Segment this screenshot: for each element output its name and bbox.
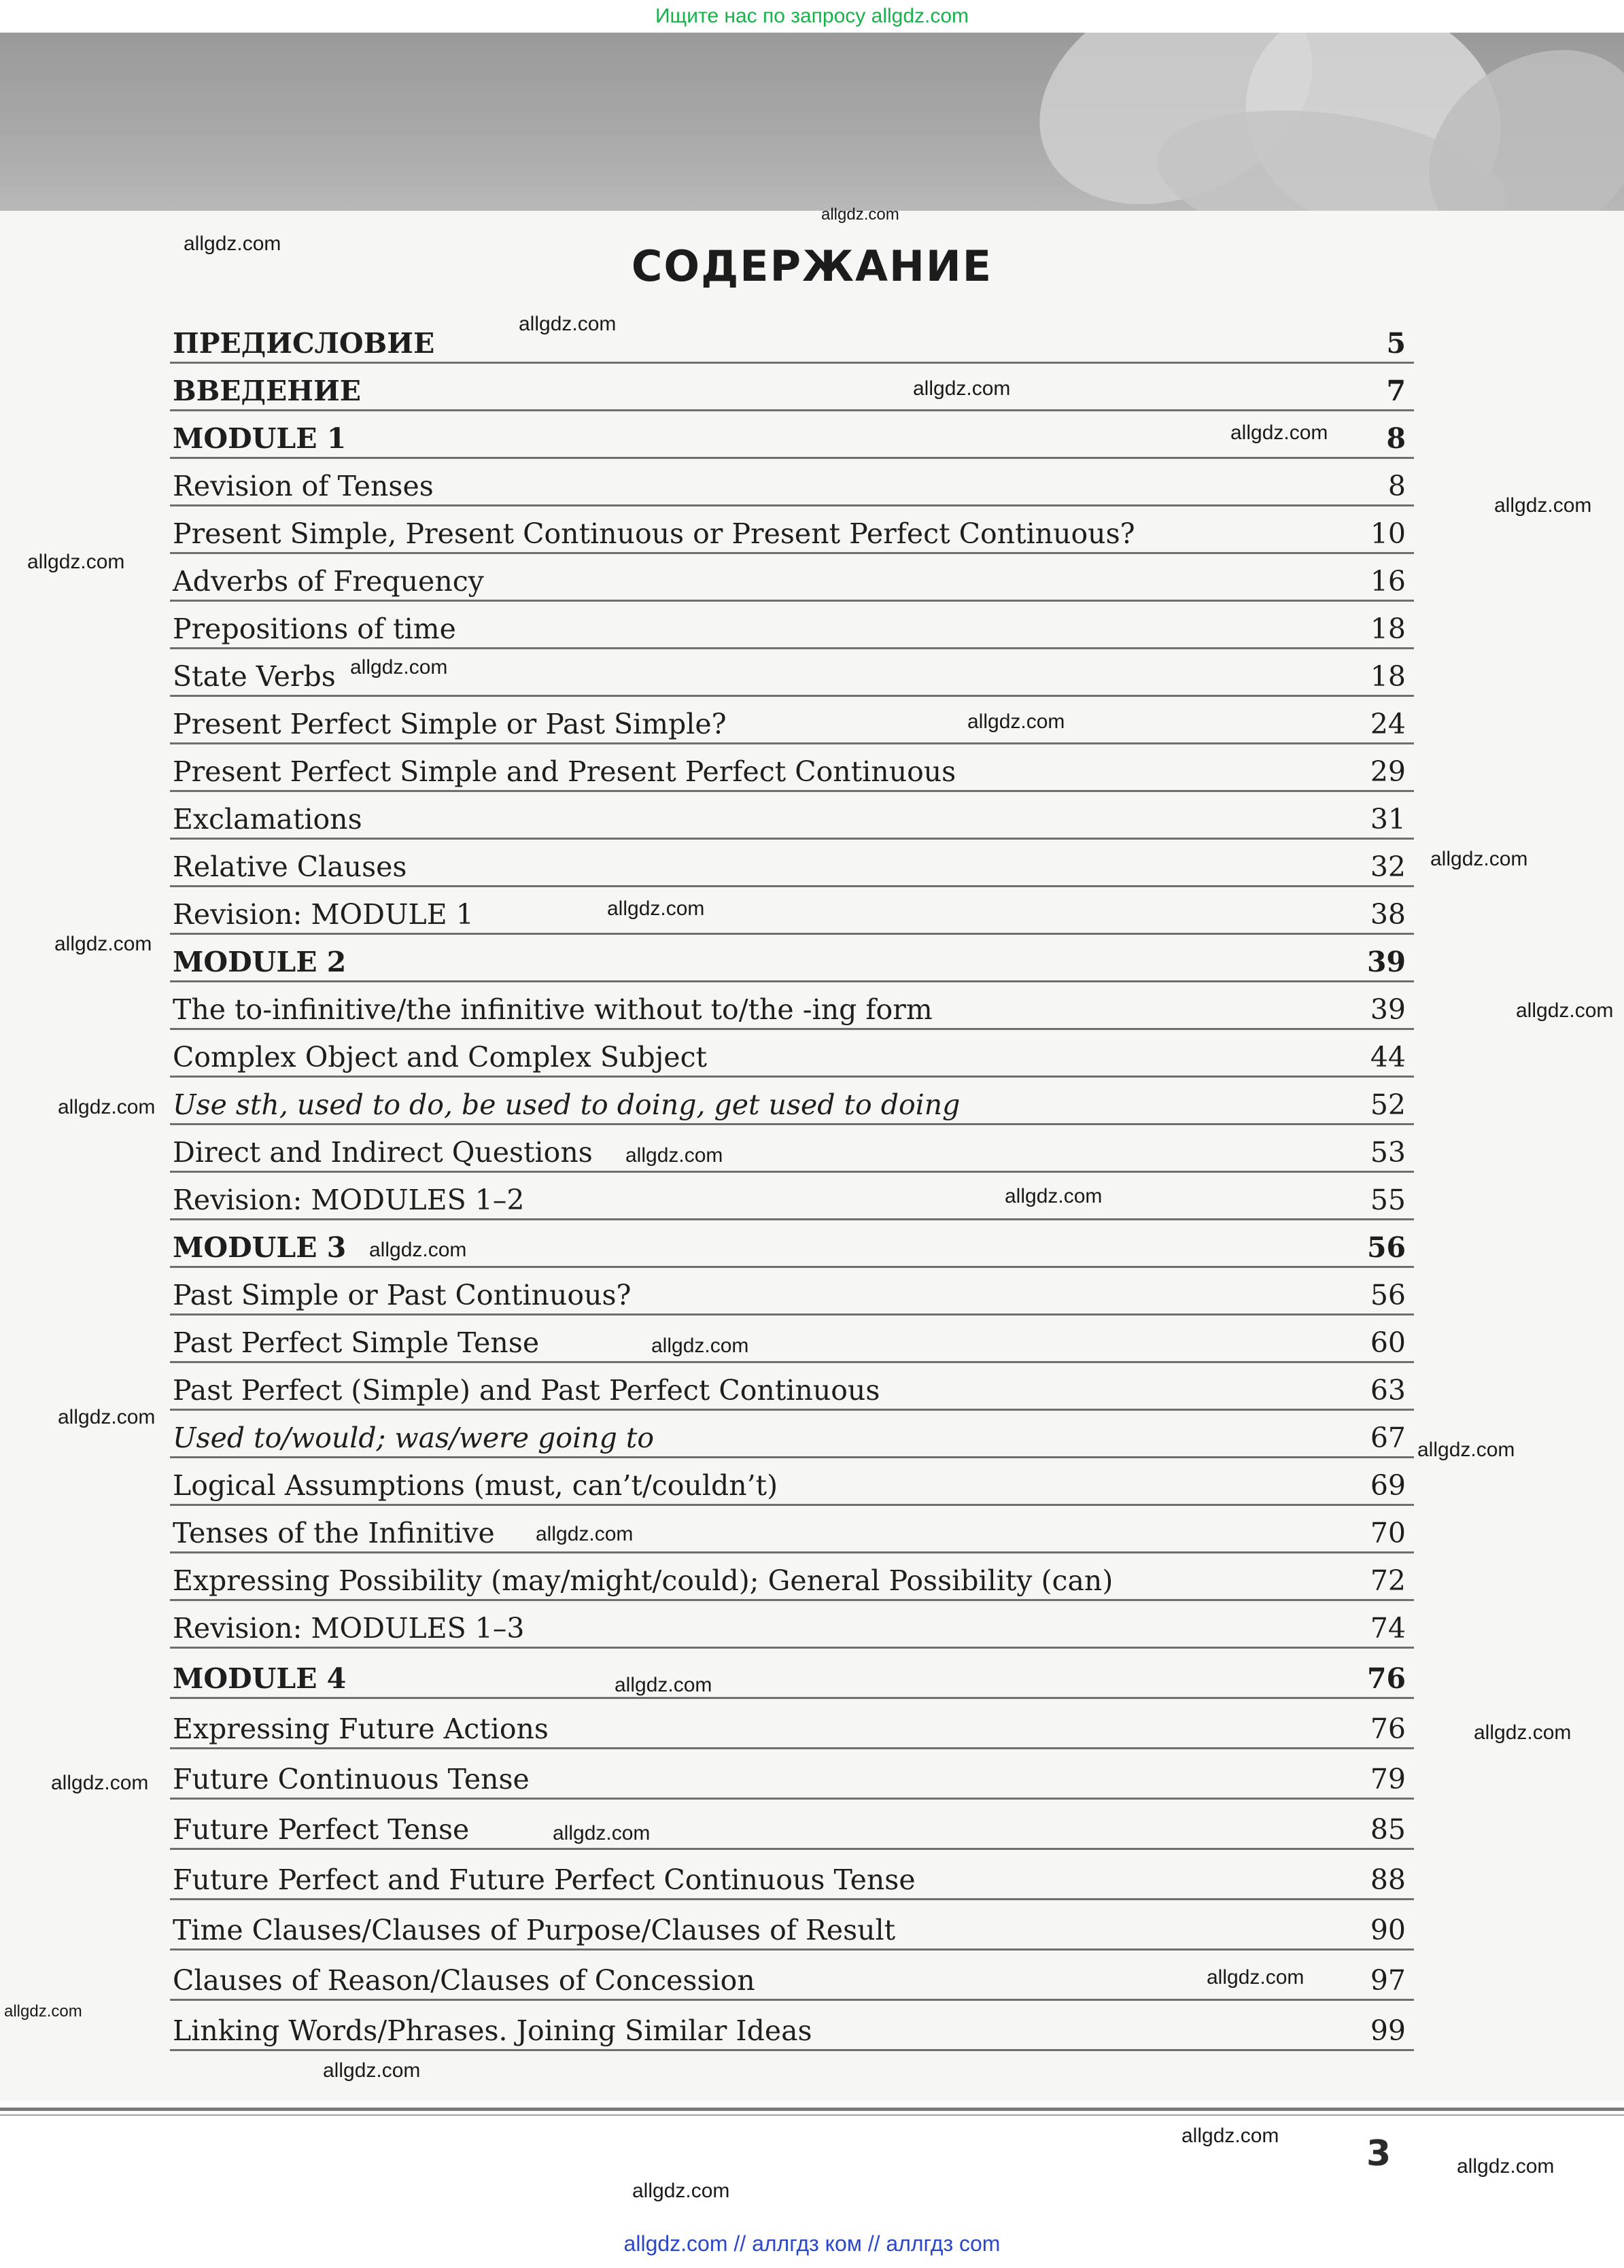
watermark-text: allgdz.com (54, 933, 152, 955)
toc-title: MODULE 3 (173, 1231, 347, 1264)
toc-page-number: 16 (1370, 565, 1406, 598)
watermark-text: allgdz.com (184, 233, 281, 255)
watermark-text: allgdz.com (4, 2002, 82, 2021)
toc-row (170, 1458, 1414, 1506)
page-title: СОДЕРЖАНИЕ (631, 241, 993, 291)
toc-page-number: 76 (1370, 1713, 1406, 1745)
toc-title: Complex Object and Complex Subject (173, 1041, 708, 1073)
toc-title: ВВЕДЕНИЕ (173, 375, 361, 407)
page-number: 3 (1366, 2133, 1392, 2174)
toc-row (170, 1125, 1414, 1173)
toc-page-number: 90 (1370, 1914, 1406, 1946)
watermark-text: allgdz.com (625, 1144, 723, 1167)
watermark-text: allgdz.com (1494, 494, 1592, 517)
toc-title: Expressing Future Actions (173, 1713, 549, 1745)
toc-title: Present Perfect Simple or Past Simple? (173, 708, 727, 740)
toc-title: Tenses of the Infinitive (173, 1517, 495, 1549)
watermark-text: allgdz.com (1417, 1439, 1515, 1461)
toc-title: Direct and Indirect Questions (173, 1136, 593, 1169)
toc-page-number: 99 (1370, 2014, 1406, 2047)
toc-row (170, 887, 1414, 935)
watermark-text: allgdz.com (821, 205, 899, 224)
watermark-text: allgdz.com (632, 2180, 730, 2202)
toc-title: Future Continuous Tense (173, 1763, 530, 1796)
watermark-text: allgdz.com (51, 1772, 149, 1794)
watermark-text: allgdz.com (1516, 999, 1614, 1022)
toc-page-number: 10 (1370, 517, 1406, 550)
toc-page-number: 63 (1370, 1374, 1406, 1407)
toc-page-number: 72 (1370, 1564, 1406, 1597)
toc-title: Exclamations (173, 803, 362, 836)
header-decoration (0, 33, 1624, 211)
toc-title: MODULE 2 (173, 946, 347, 978)
toc-page-number: 18 (1370, 660, 1406, 693)
toc-title: Used to/would; was/were going to (173, 1422, 655, 1454)
toc-row (170, 982, 1414, 1030)
toc-row (170, 792, 1414, 840)
toc-title: Future Perfect and Future Perfect Continuous Tense (173, 1863, 916, 1896)
toc-page-number: 39 (1366, 946, 1406, 978)
toc-row (170, 1268, 1414, 1316)
toc-page-number: 5 (1386, 327, 1406, 360)
toc-page-number: 70 (1370, 1517, 1406, 1549)
toc-row (170, 1078, 1414, 1125)
toc-title: ПРЕДИСЛОВИЕ (173, 327, 435, 360)
toc-page-number: 44 (1370, 1041, 1406, 1073)
toc-title: Logical Assumptions (must, can’t/couldn’t) (173, 1469, 778, 1502)
toc-title: Clauses of Reason/Clauses of Concession (173, 1964, 755, 1997)
toc-title: Revision: MODULES 1–3 (173, 1612, 525, 1645)
toc-row (170, 506, 1414, 554)
toc-title: MODULE 1 (173, 422, 347, 455)
toc-row (170, 1316, 1414, 1363)
toc-row (170, 364, 1414, 411)
watermark-text: allgdz.com (607, 897, 705, 920)
toc-page-number: 74 (1370, 1612, 1406, 1645)
toc-row (170, 1699, 1414, 1749)
toc-page-number: 24 (1370, 708, 1406, 740)
toc-title: Relative Clauses (173, 850, 407, 883)
watermark-text: allgdz.com (519, 313, 617, 335)
toc-title: MODULE 4 (173, 1662, 347, 1695)
watermark-text: allgdz.com (913, 377, 1011, 400)
watermark-text: allgdz.com (1207, 1966, 1305, 1989)
toc-page-number: 56 (1370, 1279, 1406, 1311)
toc-title: The to-infinitive/the infinitive without to/the -ing form (173, 993, 933, 1026)
toc-title: Present Perfect Simple and Present Perfect Continuous (173, 755, 956, 788)
toc-row (170, 1220, 1414, 1268)
toc-page-number: 88 (1370, 1863, 1406, 1896)
toc-row (170, 1506, 1414, 1553)
toc-row (170, 840, 1414, 887)
toc-title: Revision of Tenses (173, 470, 434, 502)
toc-title: State Verbs (173, 660, 336, 693)
toc-page-number: 32 (1370, 850, 1406, 883)
toc-row (170, 1173, 1414, 1220)
top-banner[interactable]: Ищите нас по запросу allgdz.com (0, 0, 1624, 33)
toc-title: Prepositions of time (173, 613, 456, 645)
toc-title: Past Simple or Past Continuous? (173, 1279, 632, 1311)
toc-row (170, 1800, 1414, 1850)
toc-row (170, 1363, 1414, 1411)
toc-title: Revision: MODULE 1 (173, 898, 474, 931)
toc-page-number: 29 (1370, 755, 1406, 788)
watermark-text: allgdz.com (1457, 2155, 1555, 2178)
toc-page-number: 39 (1370, 993, 1406, 1026)
toc-row (170, 1411, 1414, 1458)
watermark-text: allgdz.com (58, 1406, 156, 1428)
toc-title: Future Perfect Tense (173, 1813, 470, 1846)
toc-row (170, 316, 1414, 364)
toc-title: Adverbs of Frequency (173, 565, 484, 598)
toc-row (170, 2001, 1414, 2051)
toc-row (170, 697, 1414, 744)
watermark-text: allgdz.com (1230, 422, 1328, 444)
toc-row (170, 1850, 1414, 1900)
bottom-rule-thin (0, 2114, 1624, 2116)
toc-page-number: 76 (1366, 1662, 1406, 1695)
toc-page-number: 52 (1370, 1088, 1406, 1121)
bottom-banner[interactable]: allgdz.com // аллгдз ком // аллгдз com (623, 2231, 1001, 2256)
watermark-text: allgdz.com (651, 1335, 749, 1357)
watermark-text: allgdz.com (350, 656, 448, 678)
watermark-text: allgdz.com (58, 1096, 156, 1118)
toc-row (170, 744, 1414, 792)
toc-row (170, 1749, 1414, 1800)
toc-row (170, 1030, 1414, 1078)
watermark-text: allgdz.com (1430, 848, 1528, 870)
toc-row (170, 602, 1414, 649)
toc-row (170, 411, 1414, 459)
watermark-text: allgdz.com (27, 551, 125, 573)
toc-page-number: 31 (1370, 803, 1406, 836)
toc-title: Linking Words/Phrases. Joining Similar Ideas (173, 2014, 812, 2047)
toc-page-number: 60 (1370, 1326, 1406, 1359)
toc-title: Present Simple, Present Continuous or Present Perfect Continuous? (173, 517, 1135, 550)
toc-title: Time Clauses/Clauses of Purpose/Clauses of Result (173, 1914, 896, 1946)
bottom-rule (0, 2108, 1624, 2111)
toc-page-number: 56 (1366, 1231, 1406, 1264)
toc-title: Expressing Possibility (may/might/could); General Possibility (can) (173, 1564, 1113, 1597)
toc-row (170, 1900, 1414, 1951)
toc-title: Revision: MODULES 1–2 (173, 1184, 525, 1216)
watermark-text: allgdz.com (1474, 1721, 1572, 1744)
toc-page-number: 67 (1370, 1422, 1406, 1454)
toc-row (170, 935, 1414, 982)
watermark-text: allgdz.com (536, 1523, 634, 1545)
watermark-text: allgdz.com (553, 1822, 651, 1844)
toc-page-number: 8 (1386, 422, 1406, 455)
watermark-text: allgdz.com (1005, 1185, 1103, 1207)
toc-row (170, 1649, 1414, 1699)
toc-page-number: 79 (1370, 1763, 1406, 1796)
toc-row (170, 459, 1414, 506)
watermark-text: allgdz.com (323, 2059, 421, 2082)
toc-row (170, 1553, 1414, 1601)
toc-page-number: 55 (1370, 1184, 1406, 1216)
toc-page-number: 97 (1370, 1964, 1406, 1997)
watermark-text: allgdz.com (967, 710, 1065, 733)
toc-page-number: 53 (1370, 1136, 1406, 1169)
toc-page-number: 7 (1386, 375, 1406, 407)
toc-row (170, 1601, 1414, 1649)
watermark-text: allgdz.com (1181, 2125, 1279, 2147)
toc-title: Past Perfect (Simple) and Past Perfect Continuous (173, 1374, 880, 1407)
toc-title: Past Perfect Simple Tense (173, 1326, 540, 1359)
toc-page-number: 85 (1370, 1813, 1406, 1846)
toc-page-number: 18 (1370, 613, 1406, 645)
toc-page-number: 8 (1387, 470, 1406, 502)
toc-row (170, 554, 1414, 602)
toc-page-number: 38 (1370, 898, 1406, 931)
toc-page-number: 69 (1370, 1469, 1406, 1502)
watermark-text: allgdz.com (615, 1674, 712, 1696)
toc-title: Use sth, used to do, be used to doing, get used to doing (173, 1088, 961, 1121)
watermark-text: allgdz.com (369, 1239, 467, 1261)
table-of-contents (170, 316, 1414, 2051)
